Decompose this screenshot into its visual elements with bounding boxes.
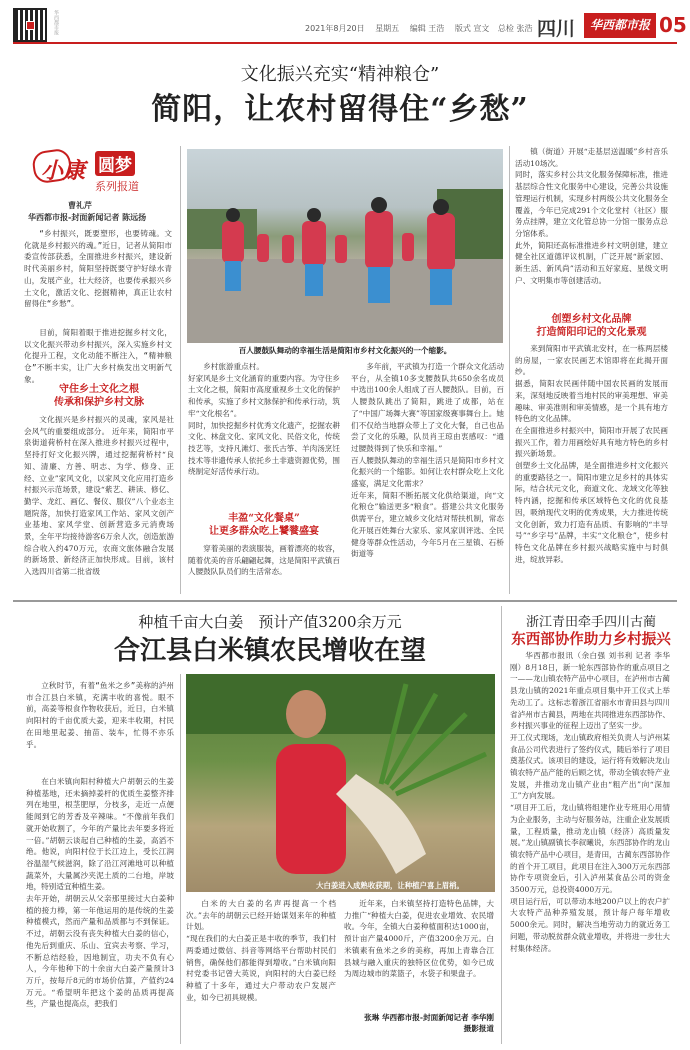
masthead-layout: 版式 宣文 xyxy=(454,24,490,33)
story1-subhead-1: 守住乡土文化之根 传承和保护乡村文脉 xyxy=(54,384,144,408)
page-number: 05 xyxy=(659,13,687,37)
story1-col-3-text: 多年前，平武镇为打造一个群众文化活动平台，从全镇10多支腰鼓队共650余名成员中选出100余人组成了百人腰鼓队。目前，百人腰鼓队跳出了简阳，跳进了成都，站在了“中国广场舞大赛”等国家级赛事舞台上。她们不仅给当地群众带上了文化大餐，自己也品尝了文化的乐趣，队员肖王琼由衷感叹：“通过腰鼓得到了快乐和幸福。” 百人腰鼓队舞动的幸福生活只是简阳市乡村文化振兴的一个缩影。如何让农村群众吃上文化盛宴，满足文化需求？ 近年来，简阳不断拓展文化供给渠道，向“文化粮仓”输送更多“粮食”。搭建公共文化服务供需平台，建立城乡文化结对帮扶机制，常态化开展百姓舞台大家乐、家风家训评选、全民健身等群众性活动，今年5月在三星镇、石桥街道等 xyxy=(351,362,504,559)
story2-divider-a xyxy=(180,674,181,1044)
section-divider xyxy=(13,600,677,602)
story1-byline-2: 华西都市报-封面新闻记者 陈远扬 xyxy=(28,212,147,222)
story2-lead: 立秋时节，有着“鱼米之乡”美称的泸州市合江县白米镇，充满丰收的喜悦。眼不前，高姜等根食作物收获后，近日，白米镇向阳村的千亩优质大姜，迎来丰收期，村民在田地里起姜、抽苗、装车，忙得不亦乐乎。 xyxy=(26,681,174,749)
story1-divider-a xyxy=(180,146,181,594)
story1-col-2-text: 乡村旅游重点村。 好家风是乡土文化涵育的重要内容。为守住乡土文化之根，简阳市高度重视乡土文化的保护和传承，实施了乡村文脉保护和传承行动，筑牢“文化根名”。 同时，加快挖掘乡村优秀文化遗产，挖掘农耕文化、林盘文化、家风文化、民俗文化，传统技艺等，支持凡滩灯、张氏古筝、羊肉汤烹饪技术等非遗传承人依托乡土非遗资源优势，围绕制定好活传承行动。 xyxy=(188,362,340,477)
qr-code xyxy=(13,8,47,42)
masthead-rule xyxy=(13,42,677,44)
story2-col-3-text: 近年来，白米镇坚持打造特色品牌，大力推广“种植大白姜，促进农业增效、农民增收。今年，全镇大白姜种植面积达1000亩，预计亩产量4000斤，产值3200余万元。白米镇素有鱼米之乡的美称，再加上青靠合江县城与融入重庆的独特区位优势，如今已成为周边城市的菜篮子，水袋子和果盘子。 xyxy=(344,899,494,979)
qr-label: 华西都市报 xyxy=(53,10,59,35)
story2-kicker: 种植千亩大白姜 预计产值3200余万元 xyxy=(138,613,402,631)
masthead-editor: 编辑 王浩 xyxy=(409,24,445,33)
story1-col-3 xyxy=(351,361,504,593)
dance-photo xyxy=(187,149,503,343)
story2-col-1 xyxy=(26,776,174,1042)
masthead-info xyxy=(305,23,532,34)
story1-subhead-2: 丰盈“文化餐桌” 让更多群众吃上饕餮盛宴 xyxy=(209,513,319,537)
dance-photo-svg xyxy=(187,149,503,343)
story2-col-2-text: 白米的大白姜的名声再提高一个档次。”去年的胡朝云已经开始谋划来年的种植计划。 “现在我们的大白姜正是丰收的季节，我们村两委通过微信、抖音等网络平台帮助村民们销售，确保他们都能得到增收。”白米镇向阳村党委书记曾大英说，向阳村的大白姜已经种植了十多年，通过大户带动农户发展产业，如今已初具规模。 xyxy=(186,899,336,1002)
series-logo xyxy=(33,150,161,194)
newspaper-logo: 华西都市报 xyxy=(584,13,656,38)
story2-divider-b xyxy=(501,606,502,1044)
story1-col-1 xyxy=(24,414,174,592)
story1-divider-b xyxy=(509,146,510,594)
ginger-photo-svg xyxy=(186,674,495,892)
story3-body xyxy=(510,650,670,1042)
story1-col-2 xyxy=(188,361,340,514)
story3-kicker: 浙江青田牵手四川古蔺 xyxy=(525,615,656,630)
tree-background xyxy=(186,674,495,734)
story2-col-3 xyxy=(344,898,494,1014)
story1-col-2b-text: 穿着美丽的表演服装，画着漂亮的妆容，随着优美的音乐翩翩起舞，这是简阳平武镇百人腰鼓队队员们的生活常态。 xyxy=(188,544,340,577)
farmer-shirt xyxy=(276,744,346,874)
ginger-photo xyxy=(186,674,495,892)
story1-lead-2: 目前，简阳着眼于推进挖掘乡村文化，以文化振兴带动乡村振兴，深入实施乡村文化提升工程，文化动能不断注入，“精神粮仓”不断丰实，让广大乡村焕发出文明新气象。 xyxy=(24,328,172,384)
section-title: 四川 xyxy=(537,18,576,40)
story1-col-4b xyxy=(515,343,668,593)
story1-col-4 xyxy=(515,146,668,306)
story1-col-2b xyxy=(188,543,340,593)
story1-lead: “乡村振兴，既要塑形，也要铸魂。文化就是乡村振兴的魂。”近日，记者从简阳市委宣传部获悉，全面推进乡村振兴，建设新时代美丽乡村，简阳坚持既要守护好绿水青山，发展产业，壮大经济，也要传承振兴乡土文化，激活文化、挖掘精神，真正让农村留得住“乡愁”。 xyxy=(24,229,172,309)
story1-col-4-text: 镇（街道）开展“走基层送温暖”乡村音乐活动10场次。 同时，落实乡村公共文化服务保障标准，推进基层综合性文化服务中心建设，完善公共设施管理运行机制，实现乡村两级公共文化服务全覆盖，今年已完成291个文化堂村（社区）服务点挂牌，建立文化管总协一分馆一服务点总分馆体系。 此外，简阳还高标准推进乡村文明创建，建立健全社区道德评议机制，广泛开展“新家园、新生活、新风尚”活动和五好家庭、星级文明户、文明集市等创建活动。 xyxy=(515,147,668,285)
story1-subhead-3: 创塑乡村文化品牌 打造简阳印记的文化景观 xyxy=(536,314,647,338)
masthead-proof: 总检 张浩 xyxy=(497,24,533,33)
series-label: 系列报道 xyxy=(95,180,139,193)
masthead-date: 2021年8月20日 xyxy=(305,24,365,33)
series-logo-xiaokang: 小康 xyxy=(41,158,86,184)
story1-kicker: 文化振兴充实“精神粮仓” xyxy=(240,64,440,85)
dancer-heads xyxy=(226,197,449,222)
story2-headline: 合江县白米镇农民增收在望 xyxy=(113,636,426,666)
series-logo-yuanmeng: 圆梦 xyxy=(95,151,135,176)
story3-body-text: 华西都市报讯（余白强 刘书利 记者 李华刚）8月18日，新一轮东西部协作的重点项目之一——龙山镇农特产品中心项目，在泸州市古蔺县龙山镇的2021年重点项目集中开工仪式上举先动工了。这标志着浙江省丽水市青田县与四川省泸州市古蔺县，两地在共同推进东西部协作、乡村振兴事业的征程上迈出了坚实一步。 开工仪式现场，龙山镇政府相关负责人与泸州某食品公司代表进行了签约仪式，随后举行了项目奠基仪式。该项目的建设，运行将有效解决龙山镇农特产品产能的后顾之忧，带动全镇农特产业发展，并推动龙山镇产业由“粗产出”向“深加工”方向发展。 “项目开工后，龙山镇将组建作业专班用心用情为企业服务，主动与好服务站，注重企业发展质量，工程质量，推动龙山镇（经济）高质量发展。”龙山镇副镇长李叙曦说，东西部协作的龙山镇农特产品中心项目，是青田，古蔺东西部协作的首个开工项目，此项目在注入300万元东西部协作专项资金后，引入泸州某食品公司的资金3500万元，总投资4000万元。 项目运行后，可以带动本地200户以上的农户扩大农特产品种养殖发展，预计每户每年增收5000余元。同时，解决当地劳动力的就近务工问题，带动脱贫群众就业增收，并将进一步壮大村集体经济。 xyxy=(510,651,670,953)
dance-photo-caption: 百人腰鼓队舞动的幸福生活是简阳市乡村文化振兴的一个缩影。 xyxy=(238,346,452,355)
masthead-weekday: 星期五 xyxy=(375,24,400,33)
story1-col-1-text: 文化振兴是乡村振兴的灵魂，家风是社会风气的重要组成部分。 近年来，简阳市平泉街道荷桥村在深入推进乡村振兴过程中，坚持打好文化振兴牌，通过挖掘荷桥村“良知、清廉、方善、明志、为学、修身、正经、立业”家风文化，以家风文化应用打造乡村振兴示范场景，建设“紫艺、耕读、修亿、勤学、龙红、画亿、餐仪、服仪”八个业态主题院落，加快打造家风工作站、家风文创产业基地、家风学堂、创新营造多元消费场景，全年平均接待游客6万余人次，创造旅游综合收入约470万元，农商文旅体融合发展的新场景、新经济正加快形成。目前，该村入选四川省第二批省级 xyxy=(24,415,174,577)
story1-col-4b-text: 来到简阳市平武镇北安村，在一栋两层楼的房屋，一家农民画艺术馆即将在此揭开面纱。 据悉，简阳农民画伴随中国农民画的发展而来，深刻地反映着当地村民的审美理想、审美趣味、审美准则和审美情感，是一个具有地方特色的文化品牌。 在全面推进乡村振兴中，简阳市开展了农民画振兴工作，着力用画绘好具有地方特色的乡村振兴新场景。 创塑乡土文化品牌，是全面推进乡村文化振兴的重要路径之一。简阳市建立足乡村的具体实际，结合状元文化，商道文化、龙域文化等独特内涵，挖掘和传承区域特色文化的优良基因，吸纳现代文明的优秀成果，大力推进传统文化创新，致力打造有品质、有影响的“丰导号”“乡字号”品牌，丰实“文化粮仓”，使乡村特色文化品牌在乡村振兴战略实施中与时俱进，绽放异彩。 xyxy=(515,344,668,564)
story2-credit: 张琳 华西都市报-封面新闻记者 李华刚 摄影报道 xyxy=(364,1013,494,1033)
farmer-head xyxy=(286,690,326,738)
story2-col-2 xyxy=(186,898,336,1026)
story2-col-1-text: 在白米镇向阳村种植大户胡朝云的生姜种植基地，还未摘掉姜杆的优质生姜整齐排列在地里，根茎肥厚，分枝多，走近一点便能闻到它的芳香及辛辣味。“不像前年我们就开始收割了，今年的产量比去年要多将近一倍。”胡朝云谈起自己种植的生姜，高滔不绝。他说，向阳村位于长江边上，受长江润谷温湿气候滋润，除了沿江河滩地可以种植蔬菜外，大量属沙夹泥土质的二台地，岸坡地，特别适宜种植生姜。 去年开始，胡朝云从父亲那里接过大白姜种植的接力棒，第一年他运用的是传统的生姜种植模式，然而产量和品质都与不到保证。不过，胡朝云没有丧失种植大白姜的信心，他先后到重庆、乐山、宜宾去考察、学习，不断总结经验，因地制宜，功夫不负有心人，今年他种下的十余亩大白姜产量预计3万斤，按每斤8元的市场价估算，产值约24万元。“希望明年把这个姜的品质再提高些，产量也提高点，把我们 xyxy=(26,777,174,1009)
story3-headline: 东西部协作助力乡村振兴 xyxy=(511,631,671,648)
story1-headline: 简阳，让农村留得住“乡愁” xyxy=(151,92,529,127)
ginger-photo-caption: 大白姜进入成熟收获期，让种植户喜上眉梢。 xyxy=(316,881,464,890)
story1-byline-1: 曹礼芹 xyxy=(68,200,92,210)
